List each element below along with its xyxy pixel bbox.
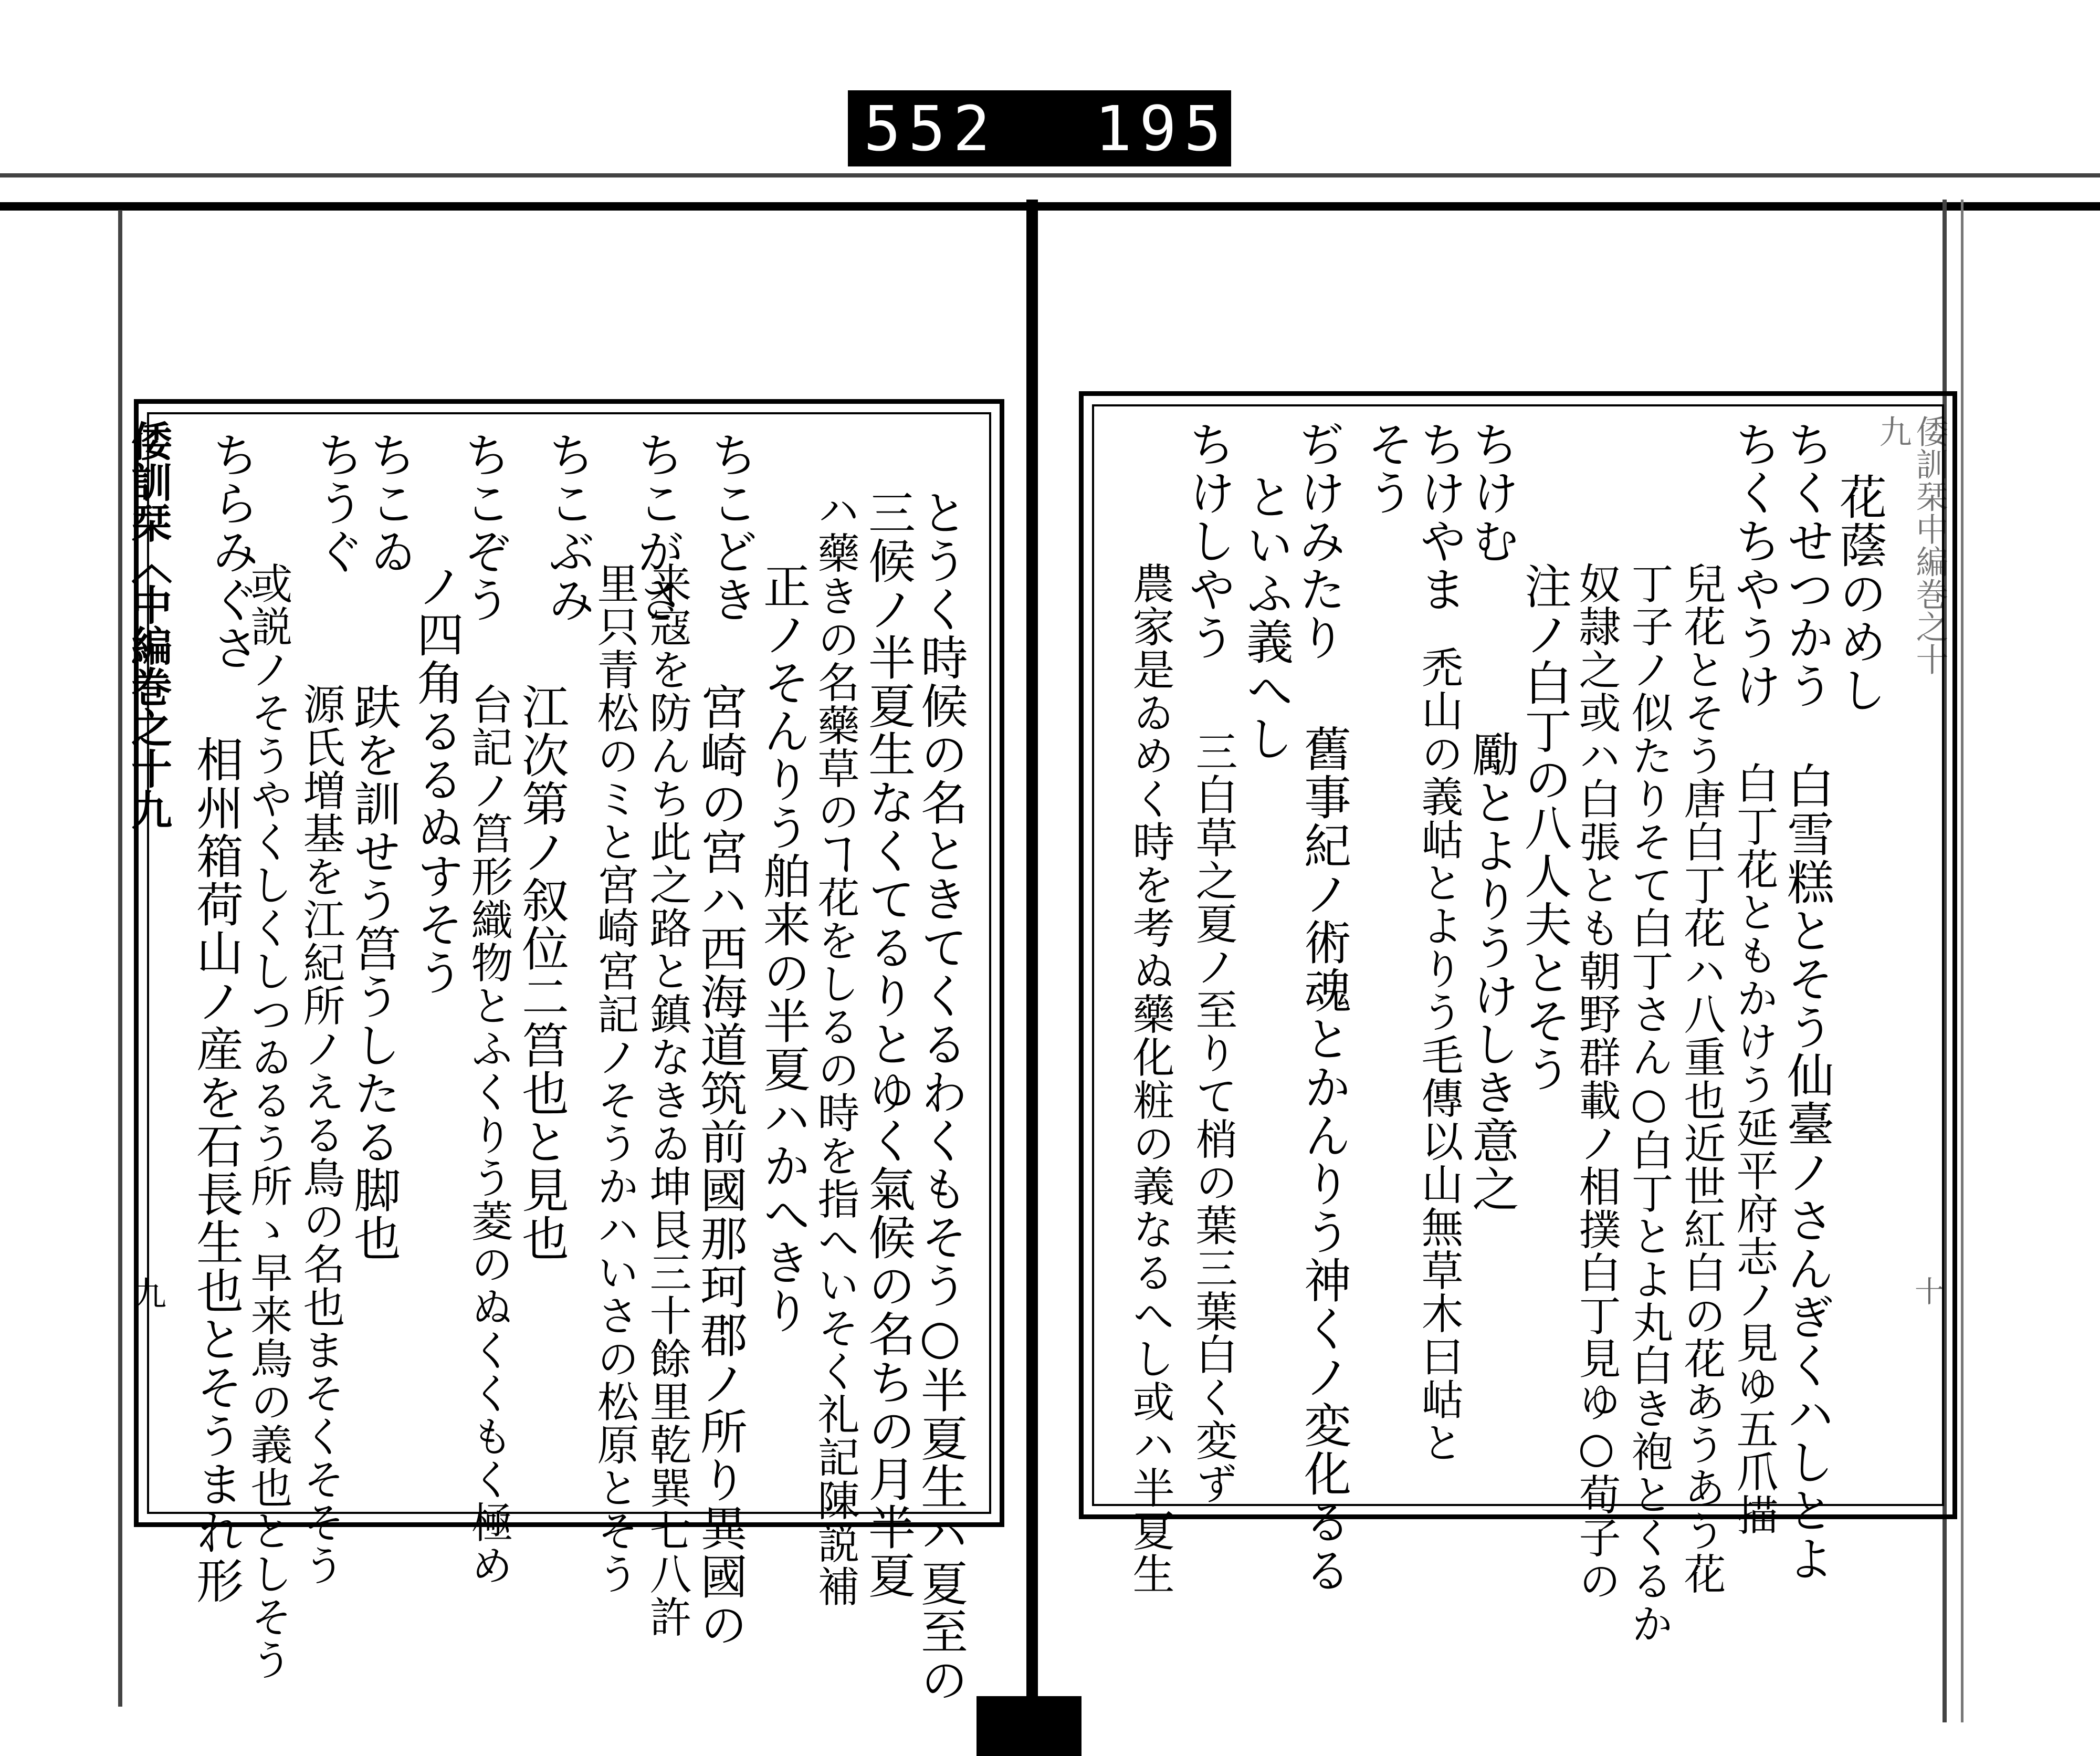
left-column-14: 里只青松のミと宮崎宮記ノそうかハいさの松原とそう xyxy=(590,562,639,1595)
left-column-2: ちうぐ xyxy=(309,431,364,576)
right-column-20: 農家是ゐめく時を考ぬ藥化粧の義なるへし或ハ半夏生 xyxy=(1126,562,1174,1595)
left-margin-title: 倭訓栞〈中編巻之十九 xyxy=(124,420,172,830)
left-column-21: 相州箱荷山ノ産を石長生也とそうまれ形 xyxy=(188,735,243,1605)
book-spine-foot xyxy=(976,1696,1082,1756)
right-column-18: ちけしやう xyxy=(1180,420,1235,662)
right-column-5: 白丁花ともかけう延平府志ノ見ゆ五爪描 xyxy=(1729,761,1778,1537)
left-folio: 九 xyxy=(127,1276,166,1310)
left-column-13: 来寇を防んち此之路と鎮なきゐ坤艮三十餘里乾巽七八許 xyxy=(643,562,691,1638)
right-page-edge-outer xyxy=(1961,200,1964,1722)
right-column-9: 注ノ白丁の八人夫とそう xyxy=(1516,562,1571,1093)
plate-number-left: 552 xyxy=(864,92,998,165)
right-column-6: 兒花とそう唐白丁花ハ八重也近世紅白の花あうあう花 xyxy=(1677,562,1726,1595)
right-column-4: 白雪糕とそう仙臺ノさんぎくハしとよ xyxy=(1779,761,1834,1583)
right-column-13: 禿山の義岵とよりう毛傳以山無草木曰岵と xyxy=(1414,646,1463,1464)
left-column-3: ちこゐ xyxy=(361,431,416,576)
right-column-3: ちくちやうけ xyxy=(1726,420,1781,710)
right-column-1: 花蔭のめし xyxy=(1831,473,1886,714)
book-top-edge xyxy=(0,173,2100,177)
frame-number-plate xyxy=(848,90,1274,166)
left-column-5: ちこぶみ xyxy=(540,431,595,624)
left-column-18: 趺を訓せう筥うしたる脚也 xyxy=(345,683,401,1262)
left-column-4: ちこぞう xyxy=(456,431,511,624)
left-column-19: 源氏増基を江紀所ノえる鳥の名也まそくそそう xyxy=(296,683,345,1587)
left-page-edge xyxy=(118,210,122,1707)
left-column-17: ノ四角るるぬすそう xyxy=(408,562,464,997)
page-top-rule xyxy=(0,202,2100,211)
left-column-20: 或説ノそうやくしくしつゐるう所ゝ早来鳥の義也としそう xyxy=(244,562,292,1681)
right-column-8: 奴隷之或ハ白張とも朝野群載ノ相撲白丁見ゆ○荀子の xyxy=(1572,562,1621,1602)
left-column-8: とうく時候の名ときてくるわくもそう○半夏生ハ夏至の xyxy=(912,488,968,1704)
right-column-2: ちくせつかう xyxy=(1779,420,1834,710)
left-column-12: 宮崎の宮ハ西海道筑前國那珂郡ノ所り異國の xyxy=(692,683,747,1649)
right-column-14: そう xyxy=(1359,420,1414,517)
left-column-7: ちこどき xyxy=(702,431,758,624)
right-column-16: ぢけみたり xyxy=(1290,420,1346,662)
book-spine xyxy=(1026,200,1038,1722)
left-column-15: 江次第ノ叙位二筥也と見也 xyxy=(513,683,569,1262)
right-column-17: といふ義へし xyxy=(1238,473,1293,762)
right-column-10: ちけむ xyxy=(1464,420,1519,565)
right-column-11: 勵とよりうけしき意之 xyxy=(1464,730,1519,1213)
plate-number-right: 195. xyxy=(1095,92,1274,165)
left-column-10: ハ藥きの名藥草のヿ花をしるの時を指へいそく礼記陳説補 xyxy=(811,488,859,1608)
left-column-9: 三候ノ半夏生なくてるりとゆく氣候の名ちの月半夏 xyxy=(860,488,915,1600)
right-column-7: 丁子ノ似たりそて白丁さん○白丁とよ丸白き袍とくるか xyxy=(1624,562,1673,1645)
left-column-11: 正ノそんりう舶来の半夏ハかへきり xyxy=(755,562,810,1335)
left-column-16: 台記ノ筥形織物とふくりう菱のぬくくもく極め xyxy=(464,683,513,1587)
left-column-1: ちらみぐさ xyxy=(204,431,259,672)
right-column-15: 舊事紀ノ術魂とかんりう神くノ変化るる xyxy=(1296,725,1351,1594)
left-column-6: ちこがさ xyxy=(629,431,684,624)
right-folio: 十 xyxy=(1910,1276,1944,1305)
right-margin-title: 倭訓栞中編巻之十九 xyxy=(1874,415,1949,675)
right-column-19: 三白草之夏ノ至りて梢の葉三葉白く変ず xyxy=(1189,730,1237,1505)
right-column-12: ちけやま xyxy=(1411,420,1466,613)
